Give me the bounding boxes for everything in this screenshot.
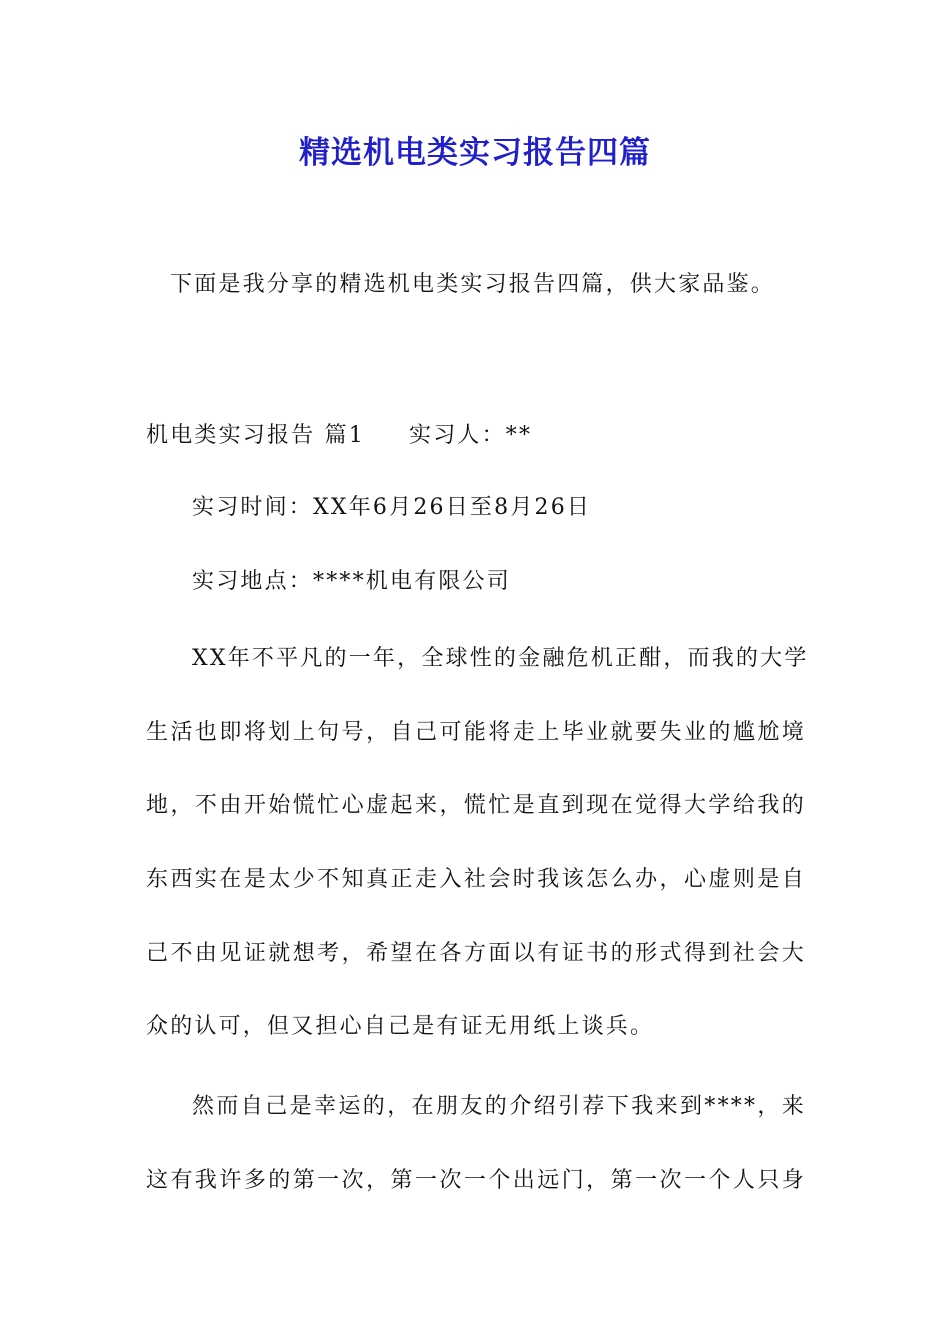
paragraph-line: 这有我许多的第一次，第一次一个出远门，第一次一个人只身 (146, 1168, 806, 1193)
paragraph-line: 地，不由开始慌忙心虚起来，慌忙是直到现在觉得大学给我的 (146, 793, 806, 818)
paragraph-line: 生活也即将划上句号，自己可能将走上毕业就要失业的尴尬境 (146, 720, 806, 745)
report-title: 机电类实习报告 篇1 (146, 423, 365, 448)
paragraph-line: 众的认可，但又担心自己是有证无用纸上谈兵。 (146, 1014, 655, 1039)
paragraph-line: 然而自己是幸运的，在朋友的介绍引荐下我来到****，来 (192, 1094, 806, 1119)
intern-name: 实习人：** (409, 423, 533, 448)
intro-text: 下面是我分享的精选机电类实习报告四篇，供大家品鉴。 (170, 272, 776, 297)
intern-place: 实习地点：****机电有限公司 (192, 569, 512, 594)
paragraph-line: 东西实在是太少不知真正走入社会时我该怎么办，心虚则是自 (146, 867, 806, 892)
paragraph-line: 己不由见证就想考，希望在各方面以有证书的形式得到社会大 (146, 941, 806, 966)
intern-time: 实习时间：XX年6月26日至8月26日 (192, 495, 592, 520)
report-heading (146, 419, 806, 453)
paragraph-line: XX年不平凡的一年，全球性的金融危机正酣，而我的大学 (192, 646, 809, 671)
document-title: 精选机电类实习报告四篇 (299, 135, 651, 171)
